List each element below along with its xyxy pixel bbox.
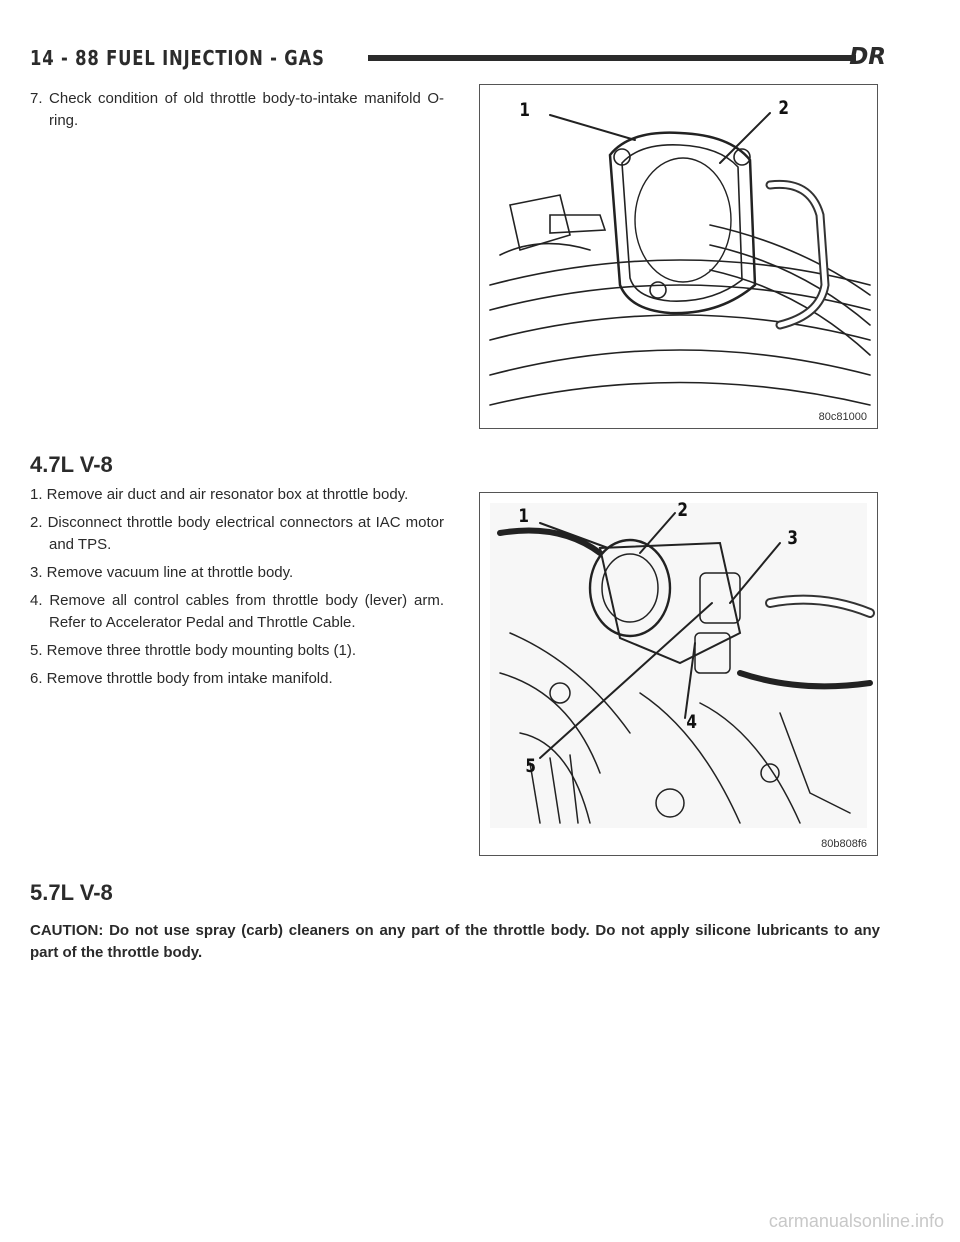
- step-item: 2. Disconnect throttle body electrical connectors at IAC motor and TPS.: [30, 514, 444, 553]
- step-item: 3. Remove vacuum line at throttle body.: [30, 564, 294, 581]
- watermark-text: carmanualsonline.info: [768, 1211, 944, 1231]
- step-item: 7. Check condition of old throttle body-to-intake manifold O-ring.: [30, 90, 444, 129]
- header-model-code: DR: [849, 44, 886, 70]
- caution-note: CAUTION: Do not use spray (carb) cleaners on any part of the throttle body. Do not apply silicone lubricants to any part of the throttle body.: [30, 922, 880, 961]
- step-list-4-7l: [30, 484, 444, 696]
- callout-3: 3: [787, 527, 798, 549]
- figure-throttle-body-4-7l: [479, 492, 878, 856]
- figure-illustration: [480, 493, 877, 855]
- figure-code: 80b808f6: [821, 838, 867, 850]
- step-item: 1. Remove air duct and air resonator box at throttle body.: [30, 486, 409, 503]
- callout-5: 5: [525, 755, 536, 777]
- step-item: 6. Remove throttle body from intake manifold.: [30, 670, 333, 687]
- callout-1: 1: [518, 505, 529, 527]
- step-item: 4. Remove all control cables from throttle body (lever) arm. Refer to Accelerator Pedal and Throttle Cable.: [30, 592, 444, 631]
- figure-illustration: [480, 85, 877, 428]
- callout-1: 1: [519, 99, 530, 121]
- callout-2: 2: [778, 97, 789, 119]
- page-header: [30, 44, 930, 74]
- step-item: 5. Remove three throttle body mounting bolts (1).: [30, 642, 357, 659]
- section-heading-5-7l: 5.7L V-8: [30, 880, 113, 905]
- figure-code: 80c81000: [818, 411, 867, 423]
- callout-2: 2: [677, 499, 688, 521]
- figure-throttle-body-oring: [479, 84, 878, 429]
- callout-4: 4: [686, 711, 697, 733]
- header-title: 14 - 88 FUEL INJECTION - GAS: [30, 46, 325, 70]
- header-rule: [368, 55, 856, 61]
- step-list-removal-continued: [30, 88, 444, 138]
- section-heading-4-7l: 4.7L V-8: [30, 452, 113, 477]
